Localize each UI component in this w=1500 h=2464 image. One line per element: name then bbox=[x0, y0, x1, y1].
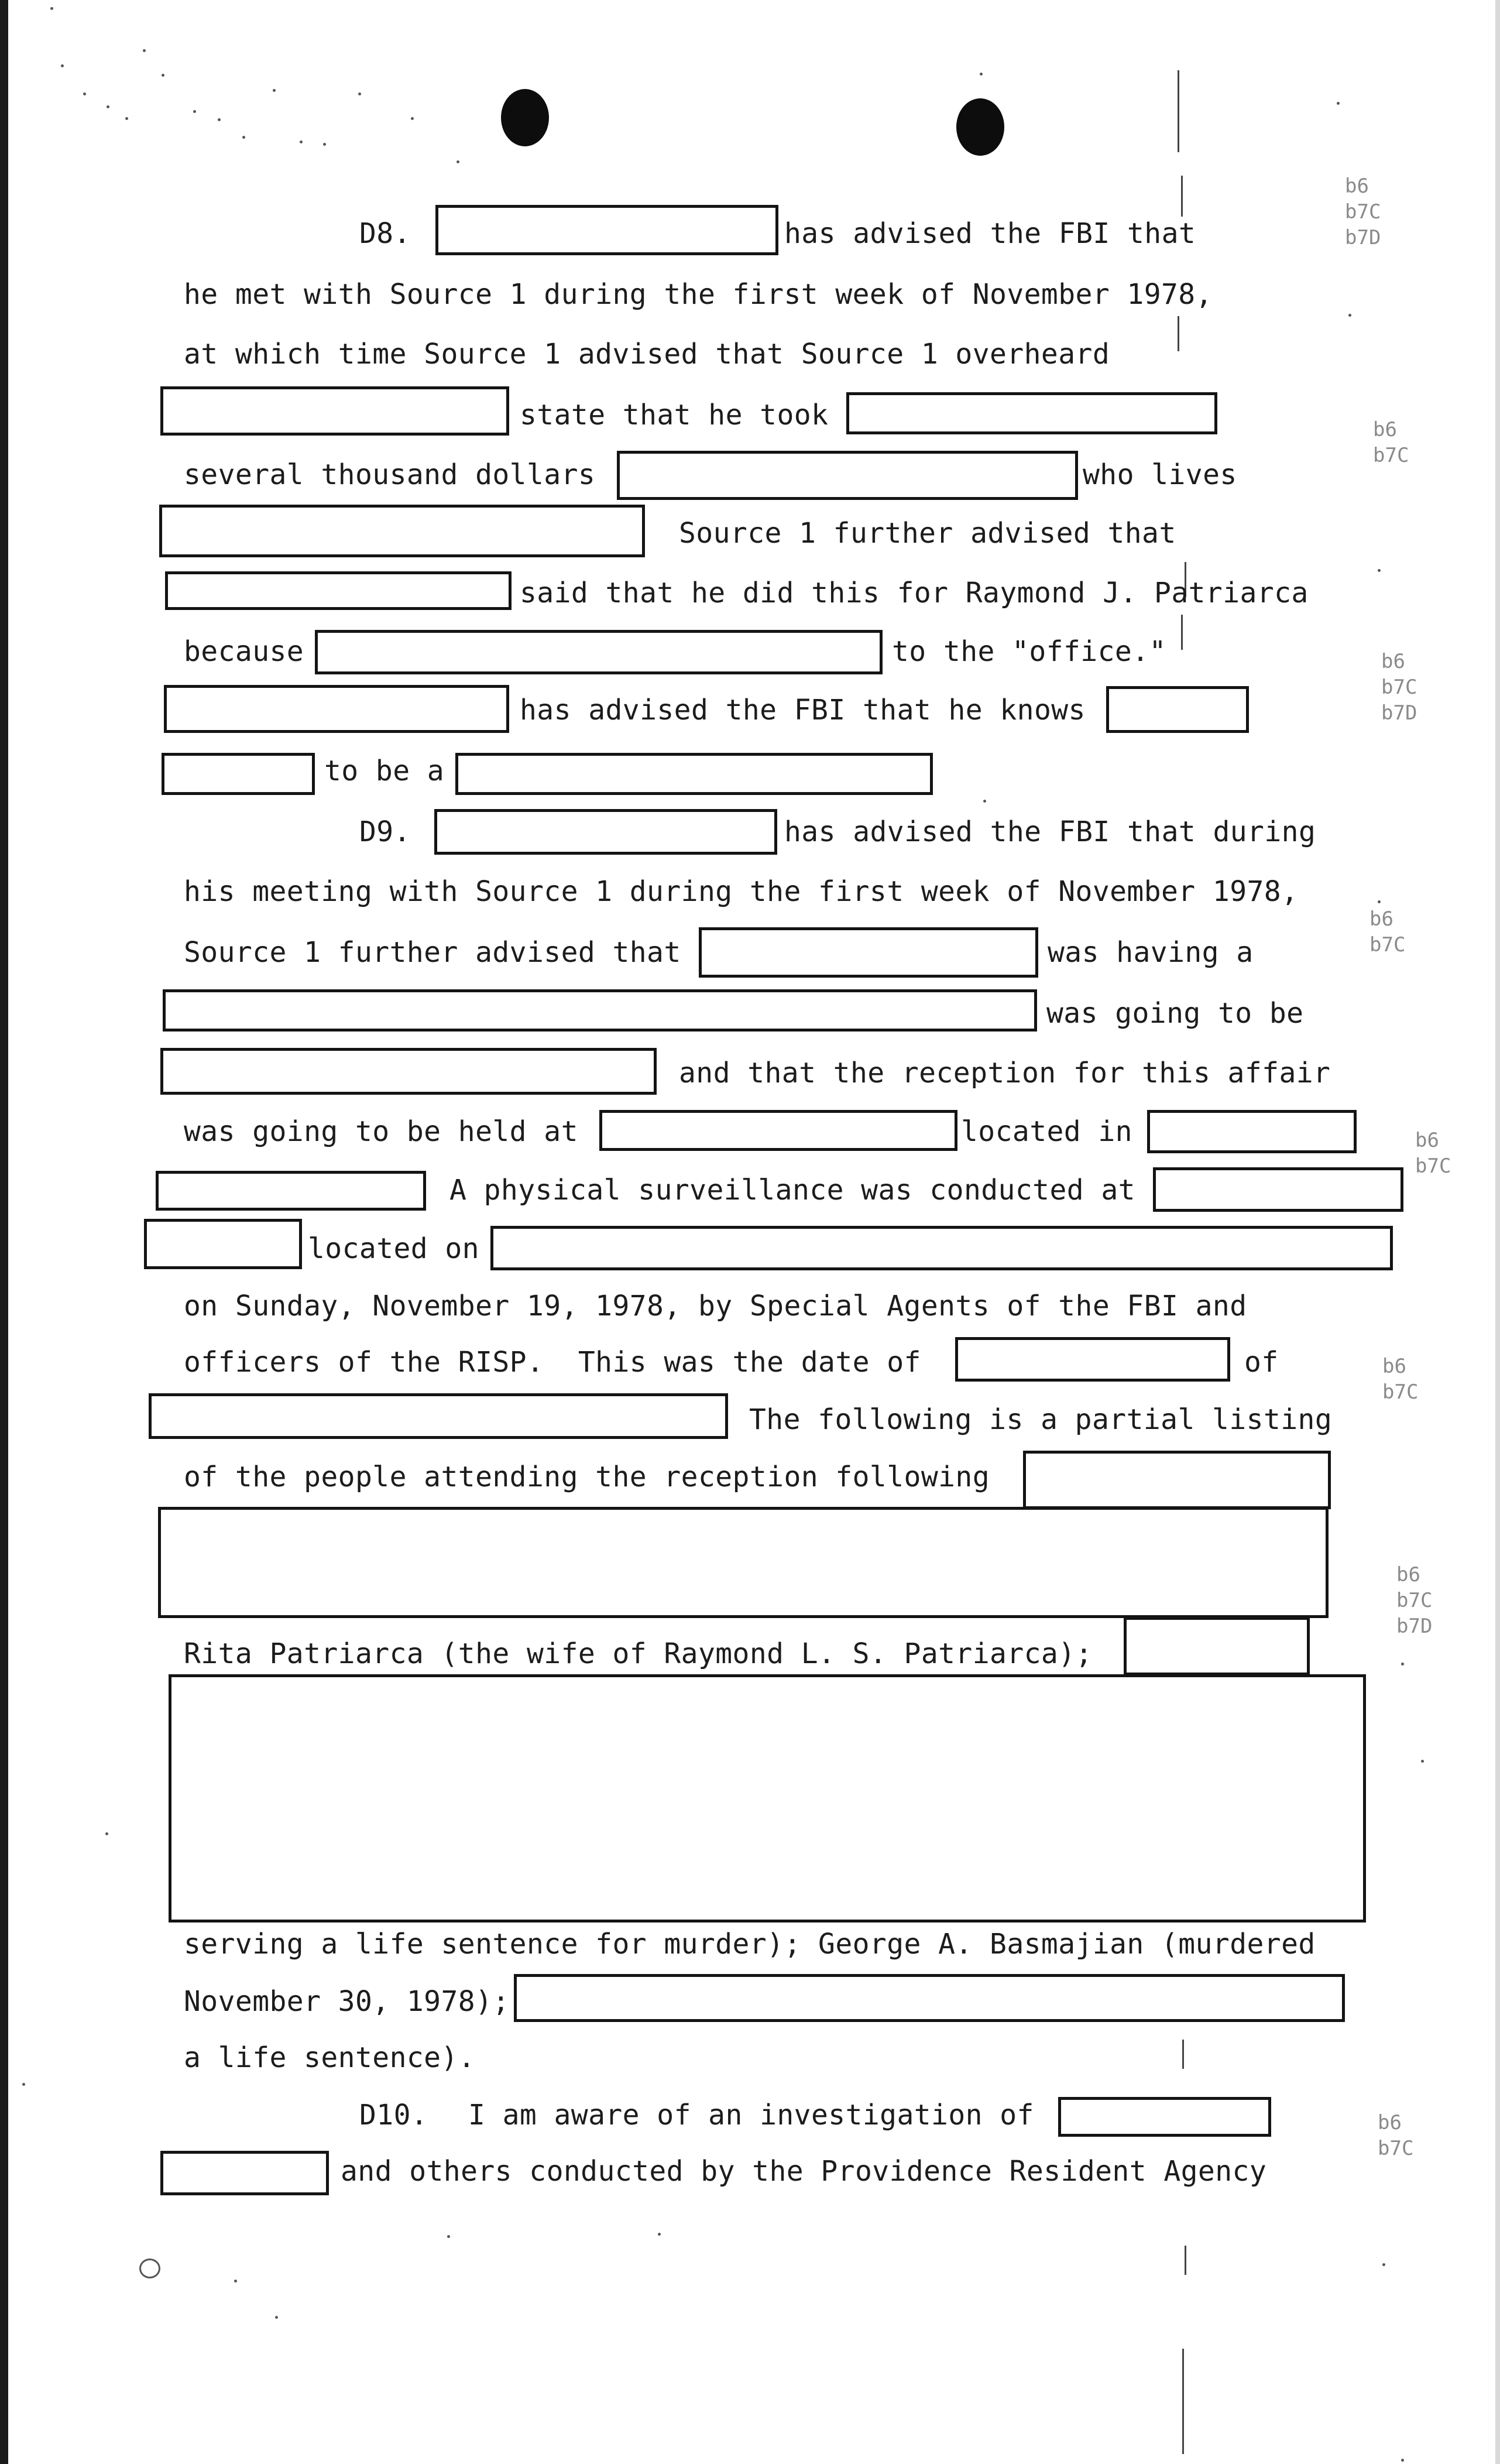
redaction-box bbox=[1058, 2097, 1271, 2137]
redaction-box bbox=[434, 809, 777, 855]
redaction-box bbox=[165, 571, 512, 610]
redaction-box bbox=[1023, 1451, 1331, 1509]
text-line: who lives bbox=[1083, 458, 1237, 491]
scan-speck bbox=[1378, 569, 1381, 572]
text-line: to the "office." bbox=[892, 635, 1166, 668]
redaction-box bbox=[435, 205, 778, 255]
margin-code-group bbox=[1378, 2110, 1413, 2161]
scan-speck bbox=[1401, 1663, 1404, 1665]
margin-code: b7C bbox=[1378, 2137, 1414, 2160]
margin-code: b7C bbox=[1369, 933, 1406, 957]
margin-code-group bbox=[1369, 906, 1405, 958]
scan-speck bbox=[107, 105, 109, 108]
scan-speck bbox=[456, 160, 459, 163]
text-line: and others conducted by the Providence Resident Agency bbox=[341, 2155, 1267, 2188]
text-line: state that he took bbox=[520, 399, 829, 431]
scan-speck bbox=[1382, 2263, 1385, 2266]
margin-code: b6 bbox=[1369, 907, 1393, 931]
margin-code: b6 bbox=[1345, 174, 1369, 198]
scan-speck bbox=[275, 2316, 278, 2319]
margin-code-group bbox=[1345, 173, 1381, 251]
margin-code: b6 bbox=[1396, 1563, 1420, 1586]
scan-speck bbox=[143, 49, 146, 52]
redaction-box bbox=[846, 392, 1217, 434]
text-line: located in bbox=[961, 1115, 1132, 1148]
margin-code: b7C bbox=[1381, 676, 1417, 699]
scan-speck bbox=[125, 117, 128, 120]
scan-speck bbox=[1337, 102, 1340, 105]
redaction-box bbox=[164, 685, 509, 733]
margin-code: b7C bbox=[1373, 444, 1409, 467]
redaction-box bbox=[169, 1674, 1366, 1922]
redaction-box bbox=[159, 505, 645, 557]
text-line: Source 1 further advised that bbox=[184, 936, 681, 969]
text-line: I am aware of an investigation of bbox=[468, 2099, 1034, 2131]
margin-code: b6 bbox=[1381, 650, 1405, 673]
scan-speck bbox=[1401, 2459, 1404, 2462]
text-line: he met with Source 1 during the first week of November 1978, bbox=[184, 278, 1213, 311]
redaction-box bbox=[144, 1219, 302, 1269]
text-line: was going to be held at bbox=[184, 1115, 578, 1148]
text-line: several thousand dollars bbox=[184, 458, 596, 491]
margin-code-group bbox=[1381, 649, 1417, 726]
punch-hole-left bbox=[501, 89, 549, 146]
paragraph-label-d9: D9. bbox=[359, 815, 411, 848]
text-line: was going to be bbox=[1046, 997, 1304, 1030]
scan-vertical-line bbox=[1178, 70, 1179, 152]
text-line: said that he did this for Raymond J. Patriarca bbox=[520, 577, 1309, 609]
margin-code-group bbox=[1396, 1562, 1432, 1639]
text-line: The following is a partial listing bbox=[749, 1403, 1333, 1436]
text-line: officers of the RISP. This was the date of bbox=[184, 1346, 921, 1379]
scan-speck bbox=[323, 143, 326, 146]
scan-speck bbox=[983, 800, 986, 803]
text-line: and that the reception for this affair bbox=[679, 1057, 1331, 1089]
redaction-box bbox=[455, 753, 933, 795]
redaction-box bbox=[315, 630, 883, 674]
text-line: located on bbox=[308, 1232, 479, 1265]
scan-speck bbox=[1421, 1760, 1424, 1763]
redaction-box bbox=[699, 927, 1038, 978]
margin-code-group bbox=[1373, 417, 1409, 468]
scan-edge-right bbox=[1495, 0, 1500, 2464]
scan-vertical-line bbox=[1178, 316, 1179, 351]
scan-speck bbox=[658, 2233, 661, 2236]
scan-vertical-line bbox=[1182, 2349, 1184, 2454]
margin-code-group bbox=[1382, 1353, 1418, 1405]
scan-vertical-line bbox=[1181, 176, 1183, 217]
redaction-box bbox=[1153, 1167, 1403, 1212]
margin-code: b7D bbox=[1396, 1615, 1433, 1638]
margin-code: b7C bbox=[1382, 1380, 1419, 1404]
margin-code: b7C bbox=[1345, 200, 1381, 224]
redaction-box bbox=[490, 1226, 1393, 1270]
scan-speck bbox=[193, 110, 196, 113]
scan-speck bbox=[1348, 314, 1351, 317]
margin-code-group bbox=[1415, 1128, 1451, 1179]
redaction-box bbox=[160, 2151, 329, 2195]
text-line: of the people attending the reception following bbox=[184, 1461, 990, 1493]
text-line: has advised the FBI that bbox=[784, 217, 1196, 250]
text-line: at which time Source 1 advised that Source 1 overheard bbox=[184, 338, 1110, 371]
text-line: Source 1 further advised that bbox=[679, 517, 1176, 550]
redaction-box bbox=[1124, 1617, 1310, 1675]
scan-speck bbox=[162, 74, 164, 77]
text-line: a life sentence). bbox=[184, 2041, 476, 2074]
redaction-box bbox=[160, 386, 509, 436]
margin-code: b7D bbox=[1345, 226, 1381, 249]
scan-vertical-line bbox=[1185, 2246, 1186, 2275]
redaction-box bbox=[599, 1110, 957, 1151]
punch-hole-right bbox=[956, 98, 1004, 156]
text-line: has advised the FBI that he knows bbox=[520, 694, 1086, 726]
text-line: Rita Patriarca (the wife of Raymond L. S. Patriarca); bbox=[184, 1637, 1093, 1670]
scan-speck bbox=[218, 118, 221, 121]
redaction-box bbox=[1147, 1110, 1357, 1153]
text-line: of bbox=[1244, 1346, 1279, 1379]
scan-speck bbox=[447, 2235, 450, 2238]
text-line: to be a bbox=[324, 755, 445, 787]
scan-speck bbox=[50, 7, 53, 10]
scan-doodle bbox=[139, 2259, 160, 2278]
scan-speck bbox=[105, 1832, 108, 1835]
margin-code: b7C bbox=[1396, 1589, 1433, 1612]
scan-vertical-line bbox=[1182, 2040, 1184, 2069]
scan-speck bbox=[980, 73, 983, 76]
text-line: serving a life sentence for murder); George A. Basmajian (murdered bbox=[184, 1928, 1316, 1961]
scan-speck bbox=[411, 117, 414, 120]
redaction-box bbox=[1106, 686, 1249, 733]
paragraph-label-d8: D8. bbox=[359, 217, 411, 250]
text-line: his meeting with Source 1 during the first week of November 1978, bbox=[184, 875, 1299, 908]
scan-vertical-line bbox=[1181, 615, 1183, 650]
scan-speck bbox=[358, 92, 361, 95]
scan-speck bbox=[61, 64, 64, 67]
text-line: on Sunday, November 19, 1978, by Special Agents of the FBI and bbox=[184, 1290, 1247, 1322]
margin-code: b7D bbox=[1381, 701, 1417, 725]
paragraph-label-d10: D10. bbox=[359, 2099, 428, 2131]
text-line: A physical surveillance was conducted at bbox=[449, 1174, 1135, 1207]
margin-code: b7C bbox=[1415, 1154, 1451, 1178]
scan-speck bbox=[83, 92, 86, 95]
redaction-box bbox=[149, 1393, 728, 1439]
text-line: November 30, 1978); bbox=[184, 1985, 510, 2018]
scan-edge-left bbox=[0, 0, 8, 2464]
scan-speck bbox=[273, 89, 276, 92]
redaction-box bbox=[160, 1048, 657, 1095]
margin-code: b6 bbox=[1378, 2111, 1402, 2134]
redaction-box bbox=[617, 451, 1078, 500]
text-line: because bbox=[184, 635, 304, 668]
redaction-box bbox=[955, 1337, 1230, 1382]
scan-speck bbox=[234, 2280, 237, 2283]
redaction-box bbox=[163, 989, 1037, 1031]
redaction-box bbox=[162, 753, 315, 795]
redaction-box bbox=[158, 1507, 1329, 1618]
margin-code: b6 bbox=[1373, 418, 1397, 441]
redaction-box bbox=[514, 1974, 1345, 2022]
scan-speck bbox=[300, 140, 303, 143]
scan-speck bbox=[22, 2083, 25, 2086]
text-line: was having a bbox=[1048, 936, 1254, 969]
text-line: has advised the FBI that during bbox=[784, 815, 1316, 848]
redaction-box bbox=[156, 1171, 426, 1211]
margin-code: b6 bbox=[1415, 1129, 1439, 1152]
scan-speck bbox=[1378, 900, 1381, 903]
scan-speck bbox=[242, 136, 245, 139]
margin-code: b6 bbox=[1382, 1355, 1406, 1378]
